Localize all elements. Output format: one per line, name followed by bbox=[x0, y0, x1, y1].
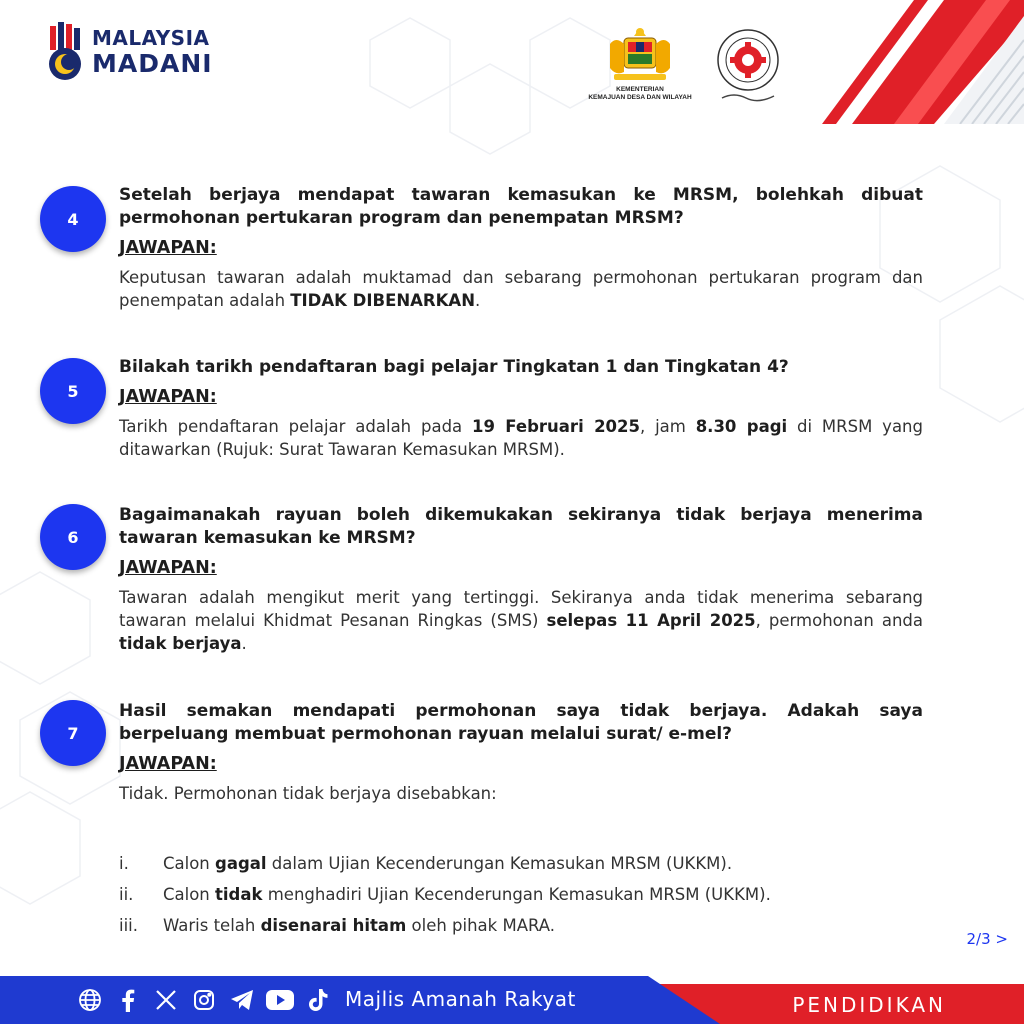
brand-name-line2: MADANI bbox=[92, 49, 213, 78]
answer-emphasis: 8.30 pagi bbox=[695, 417, 788, 436]
answer-emphasis: tidak berjaya bbox=[119, 634, 242, 653]
question-text: Setelah berjaya mendapat tawaran kemasukan ke MRSM, bolehkah dibuat permohonan pertukaran program dan penempatan MRSM? bbox=[119, 185, 923, 228]
madani-mark-icon bbox=[44, 20, 86, 82]
reasons-list bbox=[119, 848, 919, 941]
question-number-badge: 4 bbox=[40, 186, 106, 252]
answer-emphasis: TIDAK DIBENARKAN bbox=[290, 291, 476, 310]
organization-name: Majlis Amanah Rakyat bbox=[345, 987, 576, 1011]
globe-icon[interactable] bbox=[76, 986, 104, 1014]
answer-label: JAWAPAN: bbox=[119, 558, 217, 578]
instagram-icon[interactable] bbox=[190, 986, 218, 1014]
faq-item-7 bbox=[40, 700, 930, 805]
facebook-icon[interactable] bbox=[114, 986, 142, 1014]
category-tag: PENDIDIKAN bbox=[792, 993, 946, 1017]
brand-name-line1: MALAYSIA bbox=[92, 26, 210, 50]
x-icon[interactable] bbox=[152, 986, 180, 1014]
faq-item-6 bbox=[40, 504, 930, 655]
answer-label: JAWAPAN: bbox=[119, 238, 217, 258]
youtube-icon[interactable] bbox=[266, 986, 294, 1014]
question-number-badge: 6 bbox=[40, 504, 106, 570]
page-header bbox=[0, 0, 1024, 140]
footer-bar bbox=[0, 976, 1024, 1024]
faq-item-4 bbox=[40, 184, 930, 312]
faq-item-5 bbox=[40, 356, 930, 461]
answer-text: Keputusan tawaran adalah muktamad dan sebarang permohonan pertukaran program dan penempatan adalah TIDAK DIBENARKAN. bbox=[119, 268, 923, 310]
decorative-stripes bbox=[764, 0, 1024, 124]
answer-emphasis: 19 Februari 2025 bbox=[472, 417, 640, 436]
list-item: ii. Calon tidak menghadiri Ujian Kecenderungan Kemasukan MRSM (UKKM). bbox=[119, 885, 771, 904]
coat-of-arms-icon bbox=[600, 24, 680, 86]
question-text: Hasil semakan mendapati permohonan saya tidak berjaya. Adakah saya berpeluang membuat permohonan rayuan melalui surat/ e-mel? bbox=[119, 701, 923, 744]
malaysia-madani-logo bbox=[44, 20, 213, 82]
answer-text: Tarikh pendaftaran pelajar adalah pada 19 Februari 2025, jam 8.30 pagi di MRSM yang ditawarkan (Rujuk: Surat Tawaran Kemasukan MRSM). bbox=[119, 417, 923, 459]
question-text: Bilakah tarikh pendaftaran bagi pelajar Tingkatan 1 dan Tingkatan 4? bbox=[119, 357, 789, 377]
answer-emphasis: selepas 11 April 2025 bbox=[546, 611, 756, 630]
page-indicator[interactable]: 2/3 > bbox=[966, 930, 1008, 948]
question-number-badge: 5 bbox=[40, 358, 106, 424]
list-item: iii. Waris telah disenarai hitam oleh pihak MARA. bbox=[119, 916, 556, 935]
list-item: i. Calon gagal dalam Ujian Kecenderungan Kemasukan MRSM (UKKM). bbox=[119, 854, 733, 873]
tiktok-icon[interactable] bbox=[304, 986, 332, 1014]
ministry-name-line1: KEMENTERIAN bbox=[616, 86, 664, 93]
ministry-name-line2: KEMAJUAN DESA DAN WILAYAH bbox=[588, 94, 692, 101]
ministry-logo bbox=[578, 24, 702, 102]
answer-text: Tidak. Permohonan tidak berjaya disebabkan: bbox=[119, 784, 497, 803]
telegram-icon[interactable] bbox=[228, 986, 256, 1014]
question-number-badge: 7 bbox=[40, 700, 106, 766]
social-links bbox=[76, 986, 332, 1014]
answer-label: JAWAPAN: bbox=[119, 387, 217, 407]
answer-label: JAWAPAN: bbox=[119, 754, 217, 774]
answer-text: Tawaran adalah mengikut merit yang tertinggi. Sekiranya anda tidak menerima sebarang tawaran melalui Khidmat Pesanan Ringkas (SMS) selepas 11 April 2025, permohonan anda tidak berjaya. bbox=[119, 588, 923, 653]
question-text: Bagaimanakah rayuan boleh dikemukakan sekiranya tidak berjaya menerima tawaran kemasukan ke MRSM? bbox=[119, 505, 923, 548]
